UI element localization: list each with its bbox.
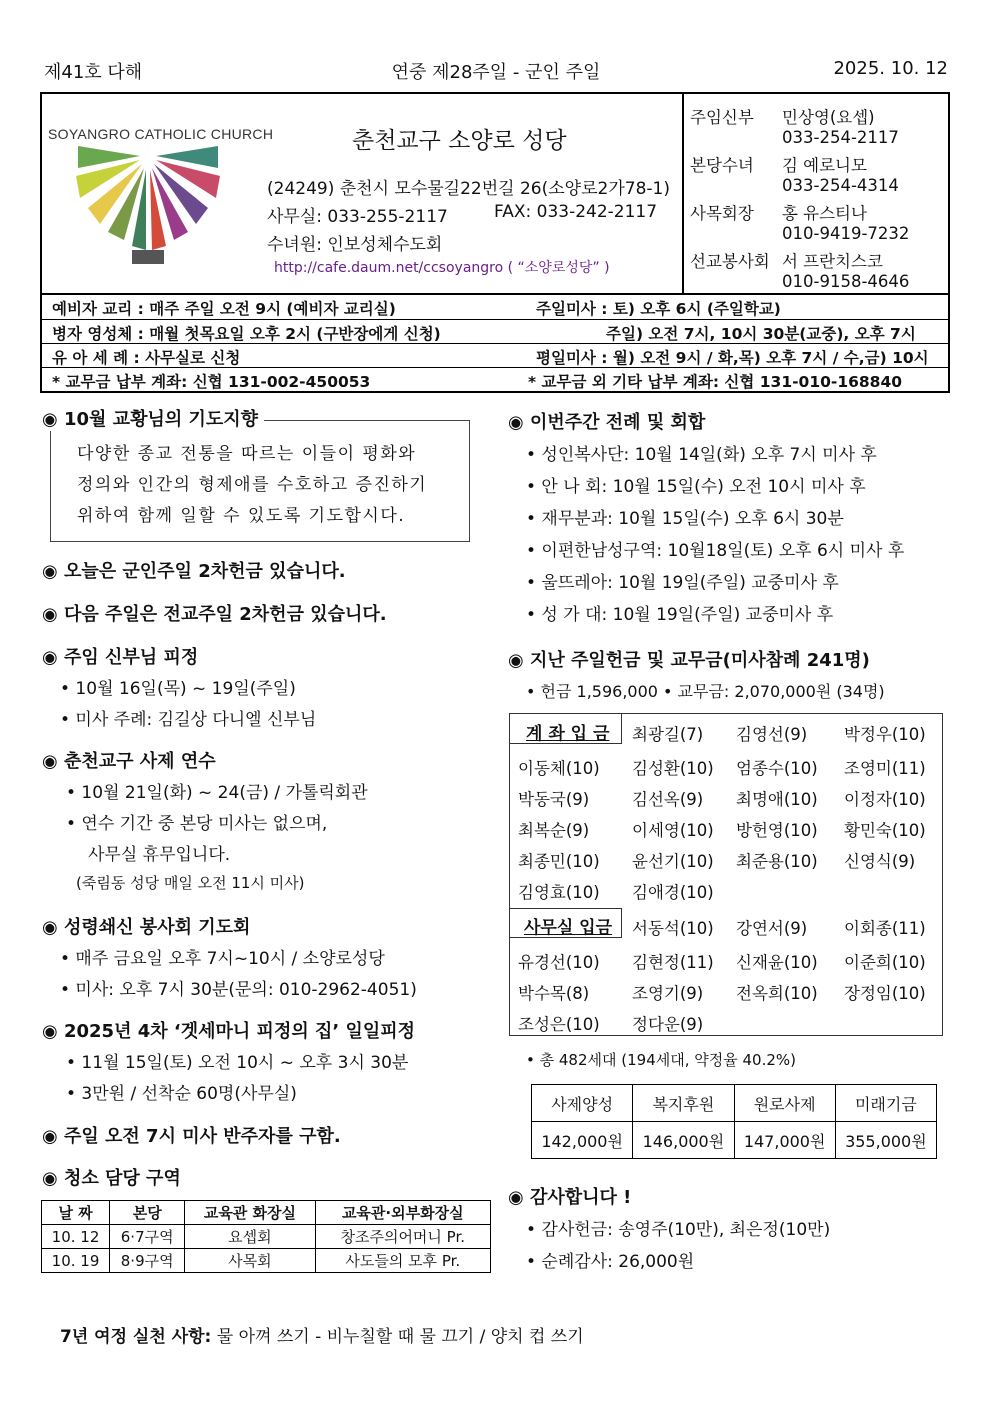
prayer-box: [50, 420, 470, 542]
list-item: 사무실 휴무입니다.: [88, 845, 231, 865]
church-address: (24249) 춘천시 모수물길22번길 26(소양로2가78-1): [267, 179, 670, 199]
footer-practice: [60, 1322, 584, 1347]
table-row: [532, 1122, 937, 1159]
table-cell: 사도들의 모후 Pr.: [315, 1249, 490, 1273]
list-item: 김선옥(9): [632, 790, 704, 809]
info-row: 병자 영성체 : 매월 첫목요일 오후 2시 (구반장에게 신청) 주일) 오전 7시, 10시 30분(교중), 오후 7시: [42, 319, 948, 343]
list-item: • 성인복사단: 10월 14일(화) 오후 7시 미사 후: [526, 445, 877, 465]
table-cell: 147,000원: [734, 1122, 835, 1159]
staff-pastor: 주임신부 민상영(요셉): [690, 108, 875, 127]
list-item: 서동석(10): [632, 919, 714, 938]
list-item: 윤선기(10): [632, 852, 714, 871]
staff-council: 사목회장 홍 유스티나: [690, 204, 867, 223]
top-bar: [44, 58, 948, 84]
table-header: 미래기금: [835, 1085, 936, 1122]
events-title: ◉ 이번주간 전례 및 회합: [508, 412, 706, 433]
list-item: 조성은(10): [518, 1015, 600, 1034]
prayer-title: ◉ 10월 교황님의 기도지향: [42, 405, 264, 431]
list-item: 신영식(9): [844, 852, 916, 871]
staff-council-phone: 010-9419-7232: [782, 224, 910, 243]
table-header: 교육관 화장실: [185, 1201, 315, 1225]
info-row: 유 아 세 례 : 사무실로 신청 평일미사 : 월) 오전 9시 / 화,목) 오후 7시 / 수,금) 10시: [42, 343, 948, 367]
info-row: 예비자 교리 : 매주 주일 오전 9시 (예비자 교리실) 주일미사 : 토) 오후 6시 (주일학교): [52, 300, 781, 318]
notice-military: ◉ 오늘은 군인주일 2차헌금 있습니다.: [42, 561, 346, 582]
list-item: 정다운(9): [632, 1015, 704, 1034]
list-item: • 성 가 대: 10월 19일(주일) 교중미사 후: [526, 605, 834, 625]
table-cell: 142,000원: [532, 1122, 633, 1159]
list-item: 이준희(10): [844, 953, 926, 972]
schedule-info: [40, 293, 950, 393]
table-header: 교육관·외부화장실: [315, 1201, 490, 1225]
funds-table: [531, 1084, 937, 1159]
server-notice: ◉ 주일 오전 7시 미사 반주자를 구함.: [42, 1126, 341, 1147]
list-item: 장정임(10): [844, 984, 926, 1003]
prayer-line: 위하여 함께 일할 수 있도록 기도합시다.: [77, 506, 406, 526]
list-item: 이정자(10): [844, 790, 926, 809]
list-item: • 3만원 / 선착순 60명(사무실): [66, 1084, 297, 1104]
staff-sister-phone: 033-254-4314: [782, 176, 899, 195]
list-item: 김애경(10): [632, 883, 714, 902]
cleaning-table: [41, 1200, 491, 1273]
table-row: [42, 1225, 491, 1249]
table-header: 사제양성: [532, 1085, 633, 1122]
spirit-title: ◉ 성령쇄신 봉사회 기도회: [42, 917, 251, 938]
list-item: 최종민(10): [518, 852, 600, 871]
list-item: 김영효(10): [518, 883, 600, 902]
table-header: 본당: [110, 1201, 185, 1225]
list-item: • 10월 16일(목) ~ 19일(주일): [60, 679, 296, 699]
list-item: 유경선(10): [518, 953, 600, 972]
list-item: 박정우(10): [844, 725, 926, 744]
table-cell: 6·7구역: [110, 1225, 185, 1249]
list-item: • 10월 21일(화) ~ 24(금) / 가톨릭회관: [66, 783, 368, 803]
list-item: 최준용(10): [736, 852, 818, 871]
office-phone: 사무실: 033-255-2117: [267, 207, 448, 227]
logo-fan-icon: [63, 146, 233, 266]
footer-label: 7년 여정 실천 사항:: [60, 1327, 212, 1347]
table-header: 복지후원: [633, 1085, 734, 1122]
list-item: • 매주 금요일 오후 7시~10시 / 소양로성당: [60, 949, 385, 969]
table-cell: 사목회: [185, 1249, 315, 1273]
logo-text: SOYANGRO CATHOLIC CHURCH: [48, 126, 274, 142]
list-item: 최광길(7): [632, 725, 704, 744]
list-item: • 미사 주례: 김길상 다니엘 신부님: [60, 710, 317, 730]
table-cell: 10. 12: [42, 1225, 110, 1249]
church-header: [40, 92, 950, 295]
list-item: 박수목(8): [518, 984, 590, 1003]
list-item: • 재무분과: 10월 15일(수) 오후 6시 30분: [526, 509, 844, 529]
fax-number: FAX: 033-242-2117: [494, 202, 658, 222]
list-item: 엄종수(10): [736, 759, 818, 778]
thanks-title: ◉ 감사합니다 !: [508, 1187, 632, 1208]
list-item: 최명애(10): [736, 790, 818, 809]
offering-title: ◉ 지난 주일헌금 및 교무금(미사참례 241명): [508, 650, 870, 671]
list-item: 조영기(9): [632, 984, 704, 1003]
list-item: 김현정(11): [632, 953, 714, 972]
table-header: 원로사제: [734, 1085, 835, 1122]
table-cell: 창조주의어머니 Pr.: [315, 1225, 490, 1249]
list-item: 이회종(11): [844, 919, 926, 938]
issue-date: 2025. 10. 12: [833, 58, 948, 79]
table-cell: 10. 19: [42, 1249, 110, 1273]
offering-line: • 헌금 1,596,000 • 교무금: 2,070,000원 (34명): [526, 682, 885, 701]
donor-list: [509, 713, 943, 1036]
cafe-link[interactable]: http://cafe.daum.net/ccsoyangro ( “소양로성당” ): [274, 260, 610, 276]
list-item: (죽림동 성당 매일 오전 11시 미사): [76, 874, 305, 892]
staff-sister: 본당수녀 김 예로니모: [690, 156, 867, 175]
table-cell: 요셉회: [185, 1225, 315, 1249]
list-item: 전옥희(10): [736, 984, 818, 1003]
staff-pastor-phone: 033-254-2117: [782, 128, 899, 147]
table-cell: 146,000원: [633, 1122, 734, 1159]
list-item: 강연서(9): [736, 919, 808, 938]
list-item: • 안 나 회: 10월 15일(수) 오전 10시 미사 후: [526, 477, 866, 497]
list-item: • 미사: 오후 7시 30분(문의: 010-2962-4051): [60, 980, 417, 1000]
church-name: 춘천교구 소양로 성당: [352, 128, 567, 154]
table-cell: 8·9구역: [110, 1249, 185, 1273]
list-item: 이동체(10): [518, 759, 600, 778]
list-item: • 울뜨레아: 10월 19일(주일) 교중미사 후: [526, 573, 839, 593]
list-item: 김영선(9): [736, 725, 808, 744]
list-item: 방헌영(10): [736, 821, 818, 840]
staff-mission-phone: 010-9158-4646: [782, 272, 910, 291]
liturgy-title: 연중 제28주일 - 군인 주일: [391, 62, 601, 83]
households-line: • 총 482세대 (194세대, 약정율 40.2%): [526, 1051, 796, 1069]
list-item: 조영미(11): [844, 759, 926, 778]
prayer-line: 정의와 인간의 형제애를 수호하고 증진하기: [77, 475, 428, 495]
clean-title: ◉ 청소 담당 구역: [42, 1168, 181, 1189]
retreat-title: ◉ 주임 신부님 피정: [42, 647, 199, 668]
office-label: 사무실 입금: [524, 918, 613, 938]
issue-number: 제41호 다해: [44, 62, 143, 83]
gethsemane-title: ◉ 2025년 4차 ‘겟세마니 피정의 집’ 일일피정: [42, 1021, 416, 1042]
table-header: 날 짜: [42, 1201, 110, 1225]
info-row: * 교무금 납부 계좌: 신협 131-002-450053 * 교무금 외 기타 납부 계좌: 신협 131-010-168840: [42, 367, 948, 391]
list-item: 신재윤(10): [736, 953, 818, 972]
list-item: • 이편한남성구역: 10월18일(토) 오후 6시 미사 후: [526, 541, 905, 561]
list-item: 박동국(9): [518, 790, 590, 809]
training-title: ◉ 춘천교구 사제 연수: [42, 751, 216, 772]
list-item: 황민숙(10): [844, 821, 926, 840]
list-item: • 감사헌금: 송영주(10만), 최은정(10만): [526, 1220, 831, 1240]
notice-mission: ◉ 다음 주일은 전교주일 2차헌금 있습니다.: [42, 604, 387, 625]
list-item: • 순례감사: 26,000원: [526, 1252, 695, 1272]
list-item: 김성환(10): [632, 759, 714, 778]
convent-name: 수녀원: 인보성체수도회: [267, 235, 443, 255]
table-row: [42, 1201, 491, 1225]
account-label: 계 좌 입 금: [526, 724, 610, 744]
list-item: • 연수 기간 중 본당 미사는 없으며,: [66, 814, 328, 834]
list-item: • 11월 15일(토) 오전 10시 ~ 오후 3시 30분: [66, 1053, 409, 1073]
list-item: 이세영(10): [632, 821, 714, 840]
header-divider: [682, 94, 684, 293]
church-logo: [48, 126, 274, 270]
staff-mission: 선교봉사회 서 프란치스코: [690, 252, 883, 271]
prayer-line: 다양한 종교 전통을 따르는 이들이 평화와: [77, 444, 417, 464]
table-cell: 355,000원: [835, 1122, 936, 1159]
list-item: 최복순(9): [518, 821, 590, 840]
footer-text: 물 아껴 쓰기 - 비누칠할 때 물 끄기 / 양치 컵 쓰기: [211, 1327, 584, 1347]
table-row: [42, 1249, 491, 1273]
table-row: [532, 1085, 937, 1122]
